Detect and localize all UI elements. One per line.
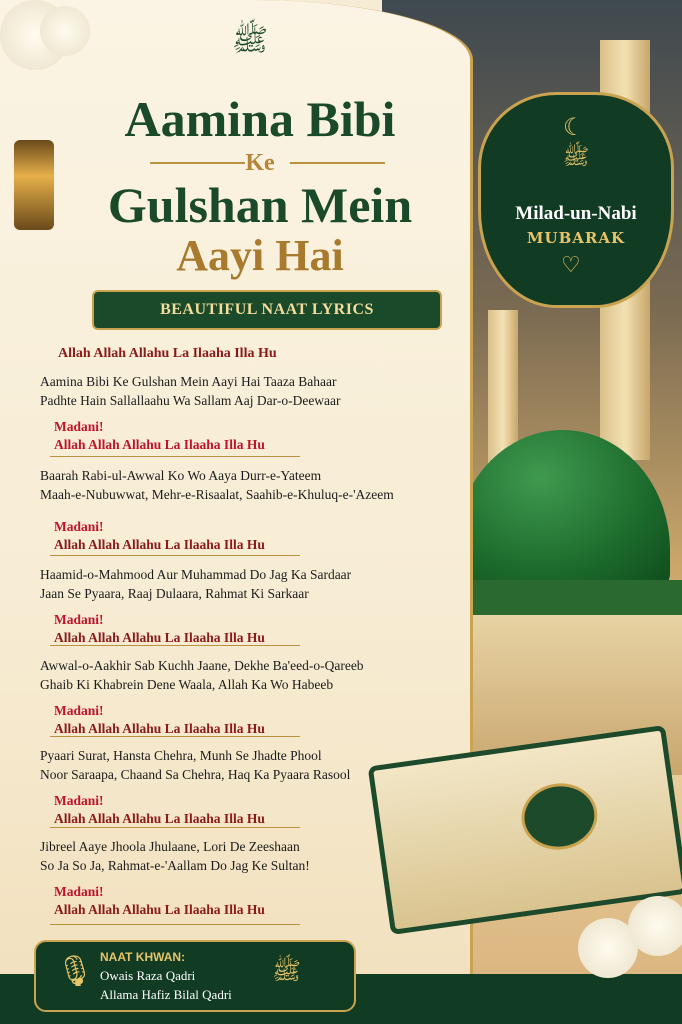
- stanza-line: Baarah Rabi-ul-Awwal Ko Wo Aaya Durr-e-Yateem: [40, 468, 322, 483]
- divider: [50, 456, 300, 457]
- crescent-moon-icon: ☾: [563, 113, 585, 141]
- title-line-3: Gulshan Mein: [107, 177, 413, 233]
- stanza-line: Jibreel Aaye Jhoola Jhulaane, Lori De Zeeshaan: [40, 839, 300, 854]
- divider: [50, 736, 300, 737]
- madani-label: Madani!: [54, 793, 104, 808]
- title-line-2: Ke: [245, 150, 275, 176]
- naat-khwan-card: [34, 940, 356, 1012]
- stanza-line: Noor Saraapa, Chaand Sa Chehra, Haq Ka Pyaara Rasool: [40, 767, 351, 782]
- stanza-chorus: Allah Allah Allahu La Ilaaha Illa Hu: [54, 721, 265, 736]
- stanza-line: Maah-e-Nubuwwat, Mehr-e-Risaalat, Saahib-e-Khuluq-e-'Azeem: [40, 487, 394, 502]
- divider: [50, 924, 300, 925]
- title-line-1: Aamina Bibi: [124, 91, 396, 147]
- stanza-chorus: Allah Allah Allahu La Ilaaha Illa Hu: [54, 811, 265, 826]
- stanza-chorus: Allah Allah Allahu La Ilaaha Illa Hu: [54, 437, 265, 452]
- stanza-line: Awwal-o-Aakhir Sab Kuchh Jaane, Dekhe Ba'eed-o-Qareeb: [40, 658, 364, 673]
- stanza: [40, 656, 460, 738]
- milad-badge: [478, 92, 674, 308]
- title-ornament-right: [290, 162, 385, 164]
- green-dome-base: [445, 580, 682, 620]
- stanza-line: Jaan Se Pyaara, Raaj Dulaara, Rahmat Ki Sarkaar: [40, 586, 309, 601]
- credit-calligraphy: ﷺ: [272, 957, 301, 985]
- credit-name-1: Owais Raza Qadri: [100, 968, 196, 983]
- stanza-line: Pyaari Surat, Hansta Chehra, Munh Se Jhadte Phool: [40, 748, 322, 763]
- madani-label: Madani!: [54, 884, 104, 899]
- madani-label: Madani!: [54, 612, 104, 627]
- stanza-chorus: Allah Allah Allahu La Ilaaha Illa Hu: [54, 902, 265, 917]
- madani-label: Madani!: [54, 519, 104, 534]
- badge-title: Milad-un-Nabi: [515, 203, 637, 224]
- divider: [50, 645, 300, 646]
- stanza-line: Padhte Hain Sallallaahu Wa Sallam Aaj Dar-o-Deewaar: [40, 393, 341, 408]
- credit-name-2: Allama Hafiz Bilal Qadri: [100, 987, 232, 1002]
- quran-seal: [517, 779, 601, 855]
- opening-chorus: Allah Allah Allahu La Ilaaha Illa Hu: [58, 346, 277, 361]
- divider: [50, 827, 300, 828]
- badge-subtitle: MUBARAK: [526, 229, 626, 247]
- title-line-4: Aayi Hai: [176, 231, 344, 280]
- flower-top-left-2: [40, 6, 90, 56]
- credit-label: NAAT KHWAN:: [100, 950, 186, 964]
- white-rose: [628, 896, 682, 956]
- subtitle-banner: BEAUTIFUL NAAT LYRICS: [92, 290, 442, 330]
- stanza-line: So Ja So Ja, Rahmat-e-'Aallam Do Jag Ke Sultan!: [40, 858, 310, 873]
- calligraphy-salawat: ﷺ: [231, 23, 269, 58]
- stanza-chorus: Allah Allah Allahu La Ilaaha Illa Hu: [54, 630, 265, 645]
- divider: [50, 555, 300, 556]
- stanza: [40, 372, 460, 454]
- microphone-icon: 🎙: [56, 954, 95, 989]
- madani-label: Madani!: [54, 419, 104, 434]
- stanza-line: Aamina Bibi Ke Gulshan Mein Aayi Hai Taaza Bahaar: [40, 374, 337, 389]
- stanza: [40, 466, 460, 554]
- stanza: [40, 565, 460, 647]
- stanza-line: Ghaib Ki Khabrein Dene Waala, Allah Ka Wo Habeeb: [40, 677, 334, 692]
- badge-calligraphy: ﷺ: [562, 145, 590, 170]
- stanza-line: Haamid-o-Mahmood Aur Muhammad Do Jag Ka Sardaar: [40, 567, 352, 582]
- madani-label: Madani!: [54, 703, 104, 718]
- heart-icon: ♡: [561, 253, 581, 278]
- stanza-chorus: Allah Allah Allahu La Ilaaha Illa Hu: [54, 537, 265, 552]
